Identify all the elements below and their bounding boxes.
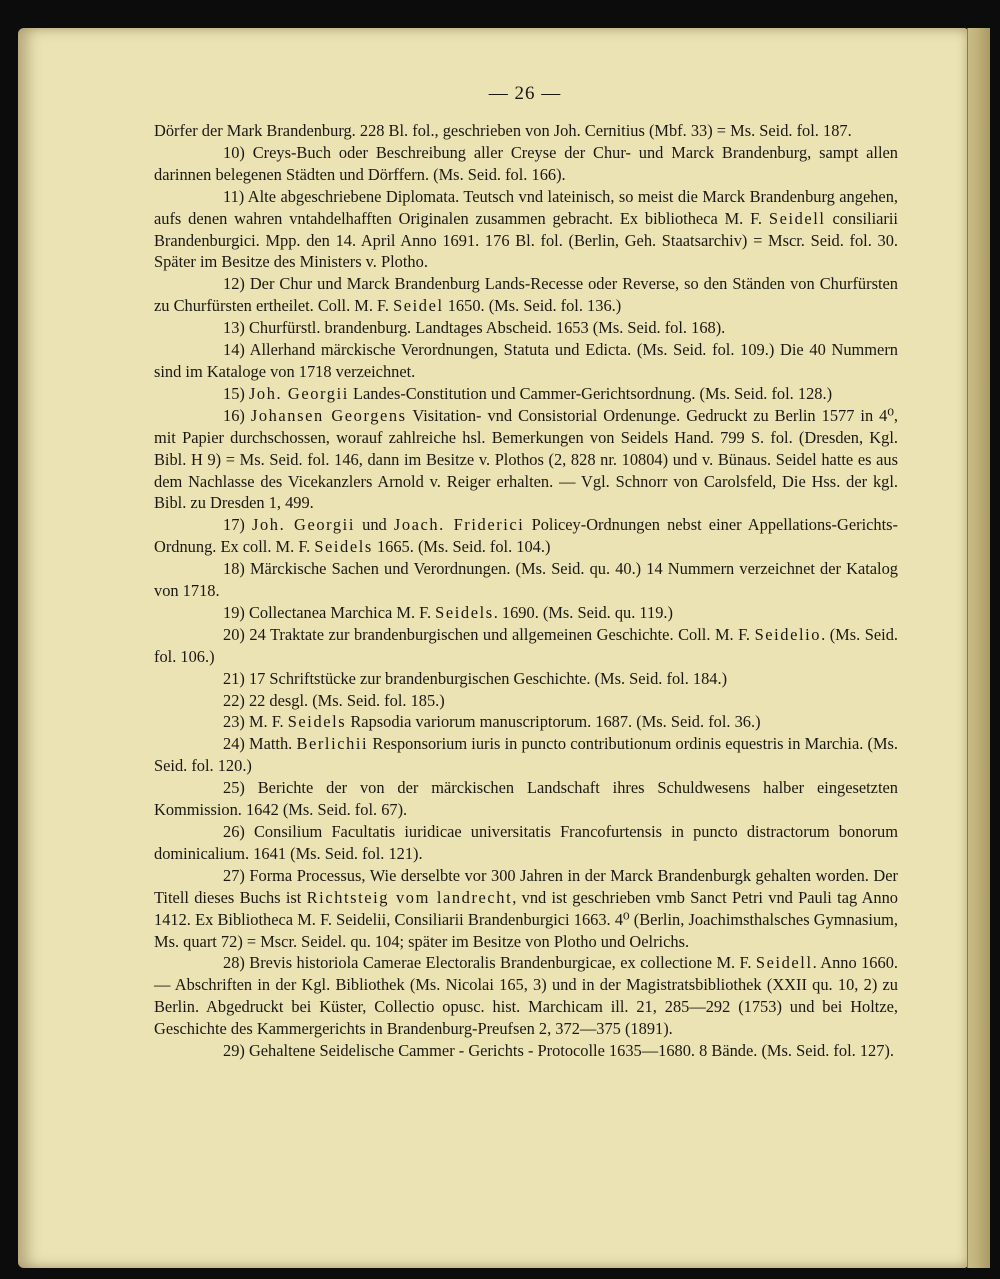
catalog-entry-22 <box>154 690 898 712</box>
entry-text: 1665. (Ms. Seid. fol. 104.) <box>372 537 551 557</box>
spaced-name: Seidelio <box>754 624 822 644</box>
entry-text: Visitation- vnd Consistorial Ordenunge. Gedruckt zu Berlin 1577 in 4⁰, mit Papier durchschossen, worauf zahlreiche hsl. Bemerkungen von Seidels Hand. 799 S. fol. (Dresden, Kgl. Bibl. H 9) = Ms. Seid. fol. 146, dann im Besitze v. Plothos (2, 828 nr. 10804) und v. Bünaus. Seidel hatte es aus dem Nachlasse des Vicekanzlers Arnold v. Reiger erhalten. — Vgl. Schnorr von Carolsfeld, Die Hss. der kgl. Bibl. zu Dresden 1, 499. <box>154 405 899 513</box>
catalog-entry-13 <box>154 317 898 339</box>
catalog-entry-12 <box>154 273 898 317</box>
entry-text: 10) Creys-Buch oder Beschreibung aller Creyse der Chur- und Marck Brandenburg, sampt allen darinnen belegenen Städten und Dörffern. (Ms. Seid. fol. 166). <box>154 142 898 184</box>
main-text <box>154 120 898 1062</box>
paragraph-continued <box>154 120 898 142</box>
entry-text: 24) Matth. <box>223 734 297 754</box>
spaced-name: Berlichii <box>296 734 369 754</box>
entry-text: Policey-Ordnungen nebst einer Appellations-Gerichts-Ordnung. Ex coll. M. F. <box>154 515 899 557</box>
spaced-name: Seidell <box>755 953 813 973</box>
entry-text: consiliarii Brandenburgici. Mpp. den 14. April Anno 1691. 176 Bl. fol. (Berlin, Geh. Staatsarchiv) = Mscr. Seid. fol. 30. Später im Besitze des Ministers v. Plotho. <box>154 208 898 272</box>
entry-text: 16) <box>223 405 251 425</box>
catalog-entry-16 <box>154 405 898 515</box>
catalog-entry-11 <box>154 186 898 274</box>
entry-text: , vnd ist geschrieben vmb Sanct Petri vnd Pauli tag Anno 1412. Ex Bibliotheca M. F. Seidelii, Consiliarii Brandenburgici 1663. 4⁰ (Berlin, Joachimsthalsches Gymnasium, Ms. quart 72) = Mscr. Seidel. qu. 104; später im Besitze von Plotho und Oelrichs. <box>154 887 898 951</box>
catalog-entry-27 <box>154 865 898 953</box>
entry-text: 23) M. F. <box>223 712 288 732</box>
entry-text: 29) Gehaltene Seidelische Cammer - Gerichts - Protocolle 1635—1680. 8 Bände. (Ms. Seid. fol. 127). <box>223 1041 894 1061</box>
catalog-entry-18 <box>154 558 898 602</box>
spaced-name: Joh. Georgii <box>248 383 349 403</box>
catalog-entry-19 <box>154 602 898 624</box>
entry-text: 15) <box>223 383 249 403</box>
catalog-entry-20 <box>154 624 898 668</box>
entry-text: 18) Märckische Sachen und Verordnungen. (Ms. Seid. qu. 40.) 14 Nummern verzeichnet der Katalog von 1718. <box>154 559 898 601</box>
entry-text: 22) 22 desgl. (Ms. Seid. fol. 185.) <box>223 690 445 710</box>
entry-text: 20) 24 Traktate zur brandenburgischen und allgemeinen Geschichte. Coll. M. F. <box>223 624 755 644</box>
entry-text: Rapsodia variorum manuscriptorum. 1687. (Ms. Seid. fol. 36.) <box>346 712 761 732</box>
entry-text: 12) Der Chur und Marck Brandenburg Lands-Recesse oder Reverse, so den Ständen von Churfürsten zu Churfürsten ertheilet. Coll. M. F. <box>154 274 898 316</box>
entry-text: 17) <box>223 515 252 535</box>
catalog-entry-26 <box>154 821 898 865</box>
entry-text: 27) Forma Processus, Wie derselbte vor 300 Jahren in der Marck Brandenburgk gehalten worden. Der Titell dieses Buchs ist <box>154 865 898 907</box>
entry-text: Responsorium iuris in puncto contributionum ordinis equestris in Marchia. (Ms. Seid. fol. 120.) <box>154 734 898 776</box>
catalog-entry-14 <box>154 339 898 383</box>
spaced-name: Seidels <box>287 712 347 732</box>
catalog-entry-28 <box>154 952 898 1040</box>
spaced-name: Joach. Friderici <box>393 515 525 535</box>
entry-text: Dörfer der Mark Brandenburg. 228 Bl. fol., geschrieben von Joh. Cernitius (Mbf. 33) = Ms. Seid. fol. 187. <box>154 121 852 140</box>
entry-text: . (Ms. Seid. fol. 106.) <box>154 624 898 666</box>
catalog-entry-23 <box>154 711 898 733</box>
catalog-entry-21 <box>154 668 898 690</box>
catalog-entry-25 <box>154 777 898 821</box>
entry-text: . Anno 1660. — Abschriften in der Kgl. Bibliothek (Ms. Nicolai 165, 3) und in der Magistratsbibliothek (XXII qu. 10, 2) zu Berlin. Abgedruckt bei Küster, Collectio opusc. hist. Marchicam ill. 21, 285—292 (1753) und bei Holtze, Geschichte des Kammergerichts in Brandenburg-Preufsen 2, 372—375 (1891). <box>154 953 898 1039</box>
entry-text: 11) Alte abgeschriebene Diplomata. Teutsch vnd lateinisch, so meist die Marck Brandenburg angehen, aufs denen wahren vntahdelhafften Originalen zusammen gebracht. Ex bibliotheca M. F. <box>154 186 898 228</box>
spaced-name: Seidell <box>768 208 826 228</box>
entry-text: 28) Brevis historiola Camerae Electoralis Brandenburgicae, ex collectione M. F. <box>223 953 756 973</box>
catalog-entry-10 <box>154 142 898 186</box>
entry-text: 26) Consilium Facultatis iuridicae universitatis Francofurtensis in puncto distractorum bonorum dominicalium. 1641 (Ms. Seid. fol. 121). <box>154 822 898 863</box>
spaced-name: Johansen Georgens <box>250 405 407 425</box>
catalog-entry-17 <box>154 514 898 558</box>
spaced-name: Joh. Georgii <box>252 515 355 535</box>
page-number: — 26 — <box>488 83 562 104</box>
entry-text: 19) Collectanea Marchica M. F. <box>223 602 436 622</box>
spaced-name: Seidels <box>314 537 373 557</box>
spaced-name: Richtsteig vom landrecht <box>306 887 513 907</box>
catalog-entry-29 <box>154 1040 898 1062</box>
spaced-name: Seidel <box>393 296 444 316</box>
entry-text: Landes-Constitution und Cammer-Gerichtsordnung. (Ms. Seid. fol. 128.) <box>348 383 833 403</box>
entry-text: 1650. (Ms. Seid. fol. 136.) <box>443 296 622 316</box>
page-edge <box>967 28 990 1268</box>
entry-text: und <box>354 515 394 535</box>
entry-text: 21) 17 Schriftstücke zur brandenburgischen Geschichte. (Ms. Seid. fol. 184.) <box>223 668 728 688</box>
catalog-entry-15 <box>154 383 898 405</box>
entry-text: . 1690. (Ms. Seid. qu. 119.) <box>493 602 673 622</box>
catalog-entry-24 <box>154 733 898 777</box>
spaced-name: Seidels <box>435 602 494 622</box>
entry-text: 25) Berichte der von der märckischen Landschaft ihres Schuldwesens halber eingesetzten Kommission. 1642 (Ms. Seid. fol. 67). <box>154 778 898 820</box>
entry-text: 13) Churfürstl. brandenburg. Landtages Abscheid. 1653 (Ms. Seid. fol. 168). <box>223 318 726 338</box>
entry-text: 14) Allerhand märckische Verordnungen, Statuta und Edicta. (Ms. Seid. fol. 109.) Die 40 Nummern sind im Kataloge von 1718 verzeichnet. <box>154 340 898 381</box>
